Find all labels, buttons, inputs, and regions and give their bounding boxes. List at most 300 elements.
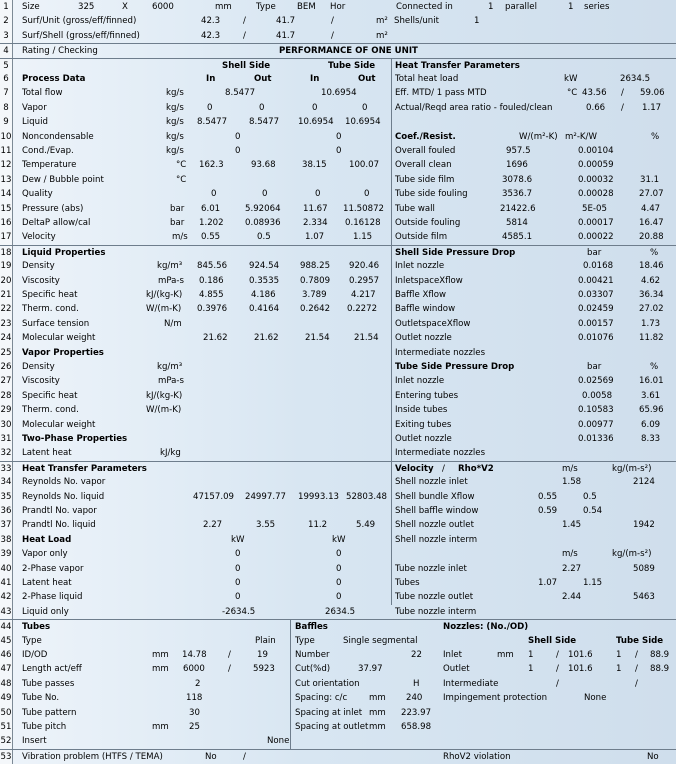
cell: Inlet nozzle (395, 376, 445, 387)
cell: Inlet nozzle (395, 261, 445, 272)
cell: 223.97 (401, 707, 432, 718)
cell: Tube nozzle outlet (395, 592, 474, 603)
cell: 21.62 (203, 333, 228, 344)
cell: Tube side fouling (395, 189, 468, 200)
cell: Entering tubes (395, 390, 459, 401)
cell: 5.92064 (245, 203, 281, 214)
row-number: 18 (0, 246, 13, 260)
cell: Noncondensable (22, 131, 94, 142)
cell: 3536.7 (502, 189, 533, 200)
row-number: 6 (0, 72, 13, 86)
cell: Rho*V2 (458, 463, 494, 474)
sheet-row (0, 302, 676, 316)
cell: 240 (406, 693, 423, 704)
cell: 1696 (506, 160, 528, 171)
sheet-row (0, 562, 676, 576)
cell: 2 (195, 678, 201, 689)
cell: series (584, 2, 610, 12)
cell: 43.56 (582, 88, 607, 99)
sheet-row (0, 749, 676, 764)
cell: 0.0168 (583, 261, 614, 272)
cell: Heat Load (22, 534, 72, 545)
cell: Shell baffle window (395, 506, 479, 516)
cell: mm (152, 650, 169, 660)
cell: mm (369, 722, 386, 732)
cell: 2.27 (562, 563, 582, 574)
cell: % (651, 131, 660, 142)
cell: Process Data (22, 74, 86, 84)
cell: Baffle window (395, 304, 456, 315)
cell: / (635, 678, 638, 689)
cell: Spacing: c/c (295, 693, 348, 704)
cell: 0.00022 (578, 232, 614, 243)
cell: 16.01 (639, 376, 664, 387)
cell: Overall clean (395, 160, 452, 171)
cell: Intermediate nozzles (395, 448, 486, 459)
cell: Temperature (22, 160, 77, 171)
cell: °C (176, 160, 187, 171)
cell: 0.5 (583, 491, 597, 502)
cell: Vapor (22, 102, 47, 113)
cell: RhoV2 violation (443, 751, 511, 762)
cell: Tube pattern (22, 707, 77, 718)
cell: 52803.48 (346, 491, 388, 502)
cell: Viscosity (22, 376, 60, 387)
cell: 0 (235, 592, 241, 603)
cell: bar (587, 362, 602, 372)
sheet-row (0, 0, 676, 14)
cell: Surface tension (22, 318, 90, 329)
cell: °C (176, 174, 187, 185)
cell: 0 (235, 131, 241, 142)
cell: 0.3976 (197, 304, 228, 315)
row-number: 37 (0, 518, 13, 532)
cell: bar (170, 203, 185, 214)
cell: 2124 (633, 477, 655, 488)
cell: m/s (562, 549, 578, 560)
cell: 14.78 (182, 650, 207, 660)
cell: 8.5477 (197, 117, 228, 128)
cell: Outlet nozzle (395, 333, 452, 344)
row-number: 28 (0, 389, 13, 403)
sheet-row (0, 374, 676, 388)
cell: Impingement protection (443, 693, 548, 704)
cell: 88.9 (650, 650, 670, 660)
cell: Shell nozzle outlet (395, 520, 474, 531)
cell: 1 (568, 2, 574, 12)
cell: W/(m²-K) (519, 131, 558, 142)
cell: In (310, 74, 320, 84)
row-number: 34 (0, 475, 13, 489)
row-number: 32 (0, 446, 13, 460)
cell: 0.08936 (245, 218, 281, 228)
cell: 1.73 (641, 318, 661, 329)
cell: kJ/(kg-K) (146, 390, 183, 401)
cell: kW (564, 74, 578, 84)
cell: 25 (189, 722, 200, 732)
cell: None (584, 693, 607, 704)
row-number: 7 (0, 86, 13, 100)
sheet-row (0, 547, 676, 561)
sheet-row (0, 173, 676, 187)
cell: Specific heat (22, 290, 78, 300)
cell: 36.34 (639, 290, 664, 300)
cell: m/s (172, 232, 188, 243)
cell: In (206, 74, 216, 84)
sheet-row (0, 331, 676, 345)
cell: 4.186 (251, 290, 276, 300)
cell: DeltaP allow/cal (22, 218, 91, 228)
cell: 0.2272 (347, 304, 378, 315)
row-number: 48 (0, 677, 13, 691)
sheet-row (0, 504, 676, 518)
cell: 0.3535 (249, 275, 280, 286)
cell: 11.2 (308, 520, 328, 531)
cell: Out (254, 74, 272, 84)
cell: kg/s (166, 117, 184, 128)
cell: Tubes (22, 622, 51, 633)
sheet-row (0, 418, 676, 432)
cell: / (228, 664, 231, 675)
sheet-row (0, 619, 676, 634)
cell: / (635, 664, 638, 675)
cell: / (228, 650, 231, 660)
cell: 1.17 (642, 102, 662, 113)
cell: Spacing at inlet (295, 707, 363, 718)
cell: Tube Side (328, 60, 376, 71)
cell: Dew / Bubble point (22, 174, 104, 185)
row-number: 23 (0, 317, 13, 331)
cell: 4.217 (351, 290, 376, 300)
sheet-row (0, 202, 676, 216)
cell: 0 (262, 189, 268, 200)
sheet-row (0, 187, 676, 201)
cell: ID/OD (22, 650, 48, 660)
cell: bar (587, 247, 602, 258)
cell: kg/(m-s²) (612, 549, 652, 560)
cell: 16.47 (639, 218, 664, 228)
cell: 0 (207, 102, 213, 113)
cell: Molecular weight (22, 333, 96, 344)
row-number: 38 (0, 533, 13, 547)
cell: 0.00977 (578, 419, 614, 430)
cell: 11.50872 (343, 203, 385, 214)
cell: 0 (364, 189, 370, 200)
cell: 0 (259, 102, 265, 113)
cell: 101.6 (568, 664, 593, 675)
row-number: 17 (0, 230, 13, 244)
cell: Prandtl No. vapor (22, 506, 97, 516)
cell: kg/(m-s²) (612, 463, 652, 474)
cell: 0.55 (201, 232, 221, 243)
cell: 0.02569 (578, 376, 614, 387)
cell: 1.45 (562, 520, 582, 531)
cell: 41.7 (276, 16, 296, 27)
cell: 37.97 (358, 664, 383, 675)
cell: / (556, 650, 559, 660)
cell: OutletspaceXflow (395, 318, 471, 329)
row-number: 30 (0, 418, 13, 432)
cell: Exiting tubes (395, 419, 452, 430)
cell: Tube side film (395, 174, 455, 185)
cell: Shell Side (222, 60, 271, 71)
row-number: 29 (0, 403, 13, 417)
row-number: 50 (0, 706, 13, 720)
cell: Surf/Shell (gross/eff/finned) (22, 30, 140, 41)
cell: 88.9 (650, 664, 670, 675)
cell: bar (170, 218, 185, 228)
cell: 6000 (183, 664, 205, 675)
sheet-row (0, 144, 676, 158)
cell: 8.33 (641, 434, 661, 444)
cell: % (650, 362, 659, 372)
cell: Type (22, 635, 42, 646)
row-number: 53 (0, 750, 13, 764)
cell: 0.7809 (300, 275, 331, 286)
cell: parallel (505, 2, 537, 12)
cell: W/(m-K) (146, 405, 182, 416)
cell: kg/s (166, 131, 184, 142)
cell: mm (369, 707, 386, 718)
row-number: 41 (0, 576, 13, 590)
cell: 11.82 (639, 333, 664, 344)
cell: 0 (336, 578, 342, 588)
cell: kg/m³ (157, 362, 183, 372)
row-number: 45 (0, 634, 13, 648)
cell: 5923 (253, 664, 275, 675)
cell: Total flow (22, 88, 63, 99)
cell: Tube passes (22, 678, 75, 689)
cell: 0.10583 (578, 405, 614, 416)
cell: mm (215, 2, 232, 12)
cell: % (650, 247, 659, 258)
cell: 59.06 (640, 88, 665, 99)
cell: / (556, 678, 559, 689)
cell: 0 (336, 146, 342, 156)
cell: / (442, 463, 445, 474)
cell: 1 (528, 650, 534, 660)
cell: 20.88 (639, 232, 664, 243)
cell: 0 (336, 549, 342, 560)
cell: mPa-s (158, 376, 185, 387)
row-number: 11 (0, 144, 13, 158)
cell: Two-Phase Properties (22, 434, 128, 444)
cell: Rating / Checking (22, 46, 98, 57)
sheet-row (0, 216, 676, 230)
cell: Liquid Properties (22, 247, 106, 258)
cell: 5.49 (356, 520, 376, 531)
cell: kg/s (166, 146, 184, 156)
cell: Plain (255, 635, 276, 646)
cell: 162.3 (199, 160, 224, 171)
cell: 42.3 (201, 30, 221, 41)
cell: 4.855 (199, 290, 224, 300)
cell: 2-Phase vapor (22, 563, 84, 574)
cell: kg/m³ (157, 261, 183, 272)
cell: 47157.09 (193, 491, 235, 502)
cell: Vapor only (22, 549, 68, 560)
cell: 21.54 (305, 333, 330, 344)
cell: No (647, 751, 659, 762)
row-number: 27 (0, 374, 13, 388)
cell: Prandtl No. liquid (22, 520, 96, 531)
cell: Coef./Resist. (395, 131, 456, 142)
cell: 0.55 (538, 491, 558, 502)
cell: 1 (616, 664, 622, 675)
cell: 6.01 (201, 203, 221, 214)
cell: Tube wall (395, 203, 435, 214)
cell: Molecular weight (22, 419, 96, 430)
sheet-row (0, 490, 676, 504)
sheet-row (0, 648, 676, 662)
row-number: 39 (0, 547, 13, 561)
cell: 1 (528, 664, 534, 675)
row-number: 9 (0, 115, 13, 129)
cell: 988.25 (300, 261, 331, 272)
cell: 24997.77 (245, 491, 287, 502)
cell: 27.02 (639, 304, 664, 315)
cell: Density (22, 261, 55, 272)
sheet-row (0, 158, 676, 172)
cell: 6000 (152, 2, 174, 12)
cell: 957.5 (506, 146, 531, 156)
cell: 0 (362, 102, 368, 113)
row-number: 5 (0, 59, 13, 73)
cell: 4585.1 (502, 232, 533, 243)
sheet-row (0, 389, 676, 403)
row-number: 31 (0, 432, 13, 446)
sheet-row (0, 605, 676, 619)
sheet-row (0, 346, 676, 360)
cell: Specific heat (22, 390, 78, 401)
cell: None (267, 736, 290, 747)
cell: Cut orientation (295, 678, 360, 689)
cell: kJ/(kg-K) (146, 290, 183, 300)
cell: 924.54 (249, 261, 280, 272)
cell: Tube nozzle inlet (395, 563, 467, 574)
cell: 11.67 (303, 203, 328, 214)
sheet-row (0, 403, 676, 417)
row-number: 13 (0, 173, 13, 187)
cell: m² (376, 16, 388, 27)
cell: Therm. cond. (22, 304, 79, 315)
cell: BEM (297, 2, 316, 12)
cell: 5E-05 (582, 203, 607, 214)
cell: 3078.6 (502, 174, 533, 185)
sheet-row (0, 461, 676, 476)
sheet-row (0, 432, 676, 446)
sheet-row (0, 86, 676, 100)
cell: 0 (235, 146, 241, 156)
sheet-row (0, 360, 676, 374)
cell: kW (332, 534, 346, 545)
cell: 38.15 (302, 160, 327, 171)
row-number: 14 (0, 187, 13, 201)
sheet-row (0, 58, 676, 73)
cell: X (122, 2, 128, 12)
cell: Size (22, 2, 40, 12)
row-number: 19 (0, 259, 13, 273)
cell: Tube Side (616, 635, 664, 646)
row-number: 33 (0, 462, 13, 476)
row-number: 2 (0, 14, 13, 28)
sheet-row (0, 245, 676, 260)
cell: m² (376, 30, 388, 41)
row-number: 25 (0, 346, 13, 360)
cell: 0.00028 (578, 189, 614, 200)
cell: 845.56 (197, 261, 228, 272)
cell: 920.46 (349, 261, 380, 272)
cell: Outside film (395, 232, 448, 243)
cell: 41.7 (276, 30, 296, 41)
row-number: 40 (0, 562, 13, 576)
row-number: 24 (0, 331, 13, 345)
cell: / (635, 650, 638, 660)
cell: 0.00017 (578, 218, 614, 228)
cell: 4.62 (641, 275, 661, 286)
cell: Heat Transfer Parameters (395, 60, 520, 71)
row-number: 21 (0, 288, 13, 302)
cell: 22 (411, 650, 422, 660)
cell: kJ/kg (160, 448, 181, 459)
cell: kg/s (166, 88, 184, 99)
cell: / (621, 102, 624, 113)
cell: Cut(%d) (295, 664, 331, 675)
cell: Inlet (443, 650, 463, 660)
cell: / (621, 88, 624, 99)
sheet-row (0, 662, 676, 676)
cell: Intermediate (443, 678, 499, 689)
cell: 2.27 (203, 520, 223, 531)
cell: °C (567, 88, 578, 99)
cell: / (243, 16, 246, 27)
cell: Tube nozzle interm (395, 606, 477, 617)
cell: 2634.5 (620, 74, 651, 84)
cell: 0.02459 (578, 304, 614, 315)
cell: 21.54 (354, 333, 379, 344)
cell: No (205, 751, 217, 762)
cell: Shell Side (528, 635, 577, 646)
cell: 325 (78, 2, 95, 12)
sheet-row (0, 101, 676, 115)
cell: 3.61 (641, 390, 661, 401)
cell: 1.15 (583, 578, 603, 588)
sheet-row (0, 518, 676, 532)
sheet-row (0, 230, 676, 244)
cell: 0.5 (257, 232, 271, 243)
row-number: 36 (0, 504, 13, 518)
cell: Insert (22, 736, 47, 747)
cell: 5089 (633, 563, 655, 574)
cell: Intermediate nozzles (395, 347, 486, 358)
cell: Vibration problem (HTFS / TEMA) (22, 751, 163, 762)
cell: 0.66 (586, 102, 606, 113)
cell: 1.202 (199, 218, 224, 228)
cell: Inside tubes (395, 405, 448, 416)
cell: / (331, 16, 334, 27)
sheet-row (0, 288, 676, 302)
cell: -2634.5 (222, 606, 256, 617)
cell: 2-Phase liquid (22, 592, 83, 603)
cell: 4.47 (641, 203, 661, 214)
cell: 0.0058 (582, 390, 613, 401)
cell: / (556, 664, 559, 675)
cell: Out (358, 74, 376, 84)
divider-tubes-baffles (290, 620, 291, 750)
cell: 27.07 (639, 189, 664, 200)
cell: 30 (189, 707, 200, 718)
sheet-row (0, 14, 676, 28)
